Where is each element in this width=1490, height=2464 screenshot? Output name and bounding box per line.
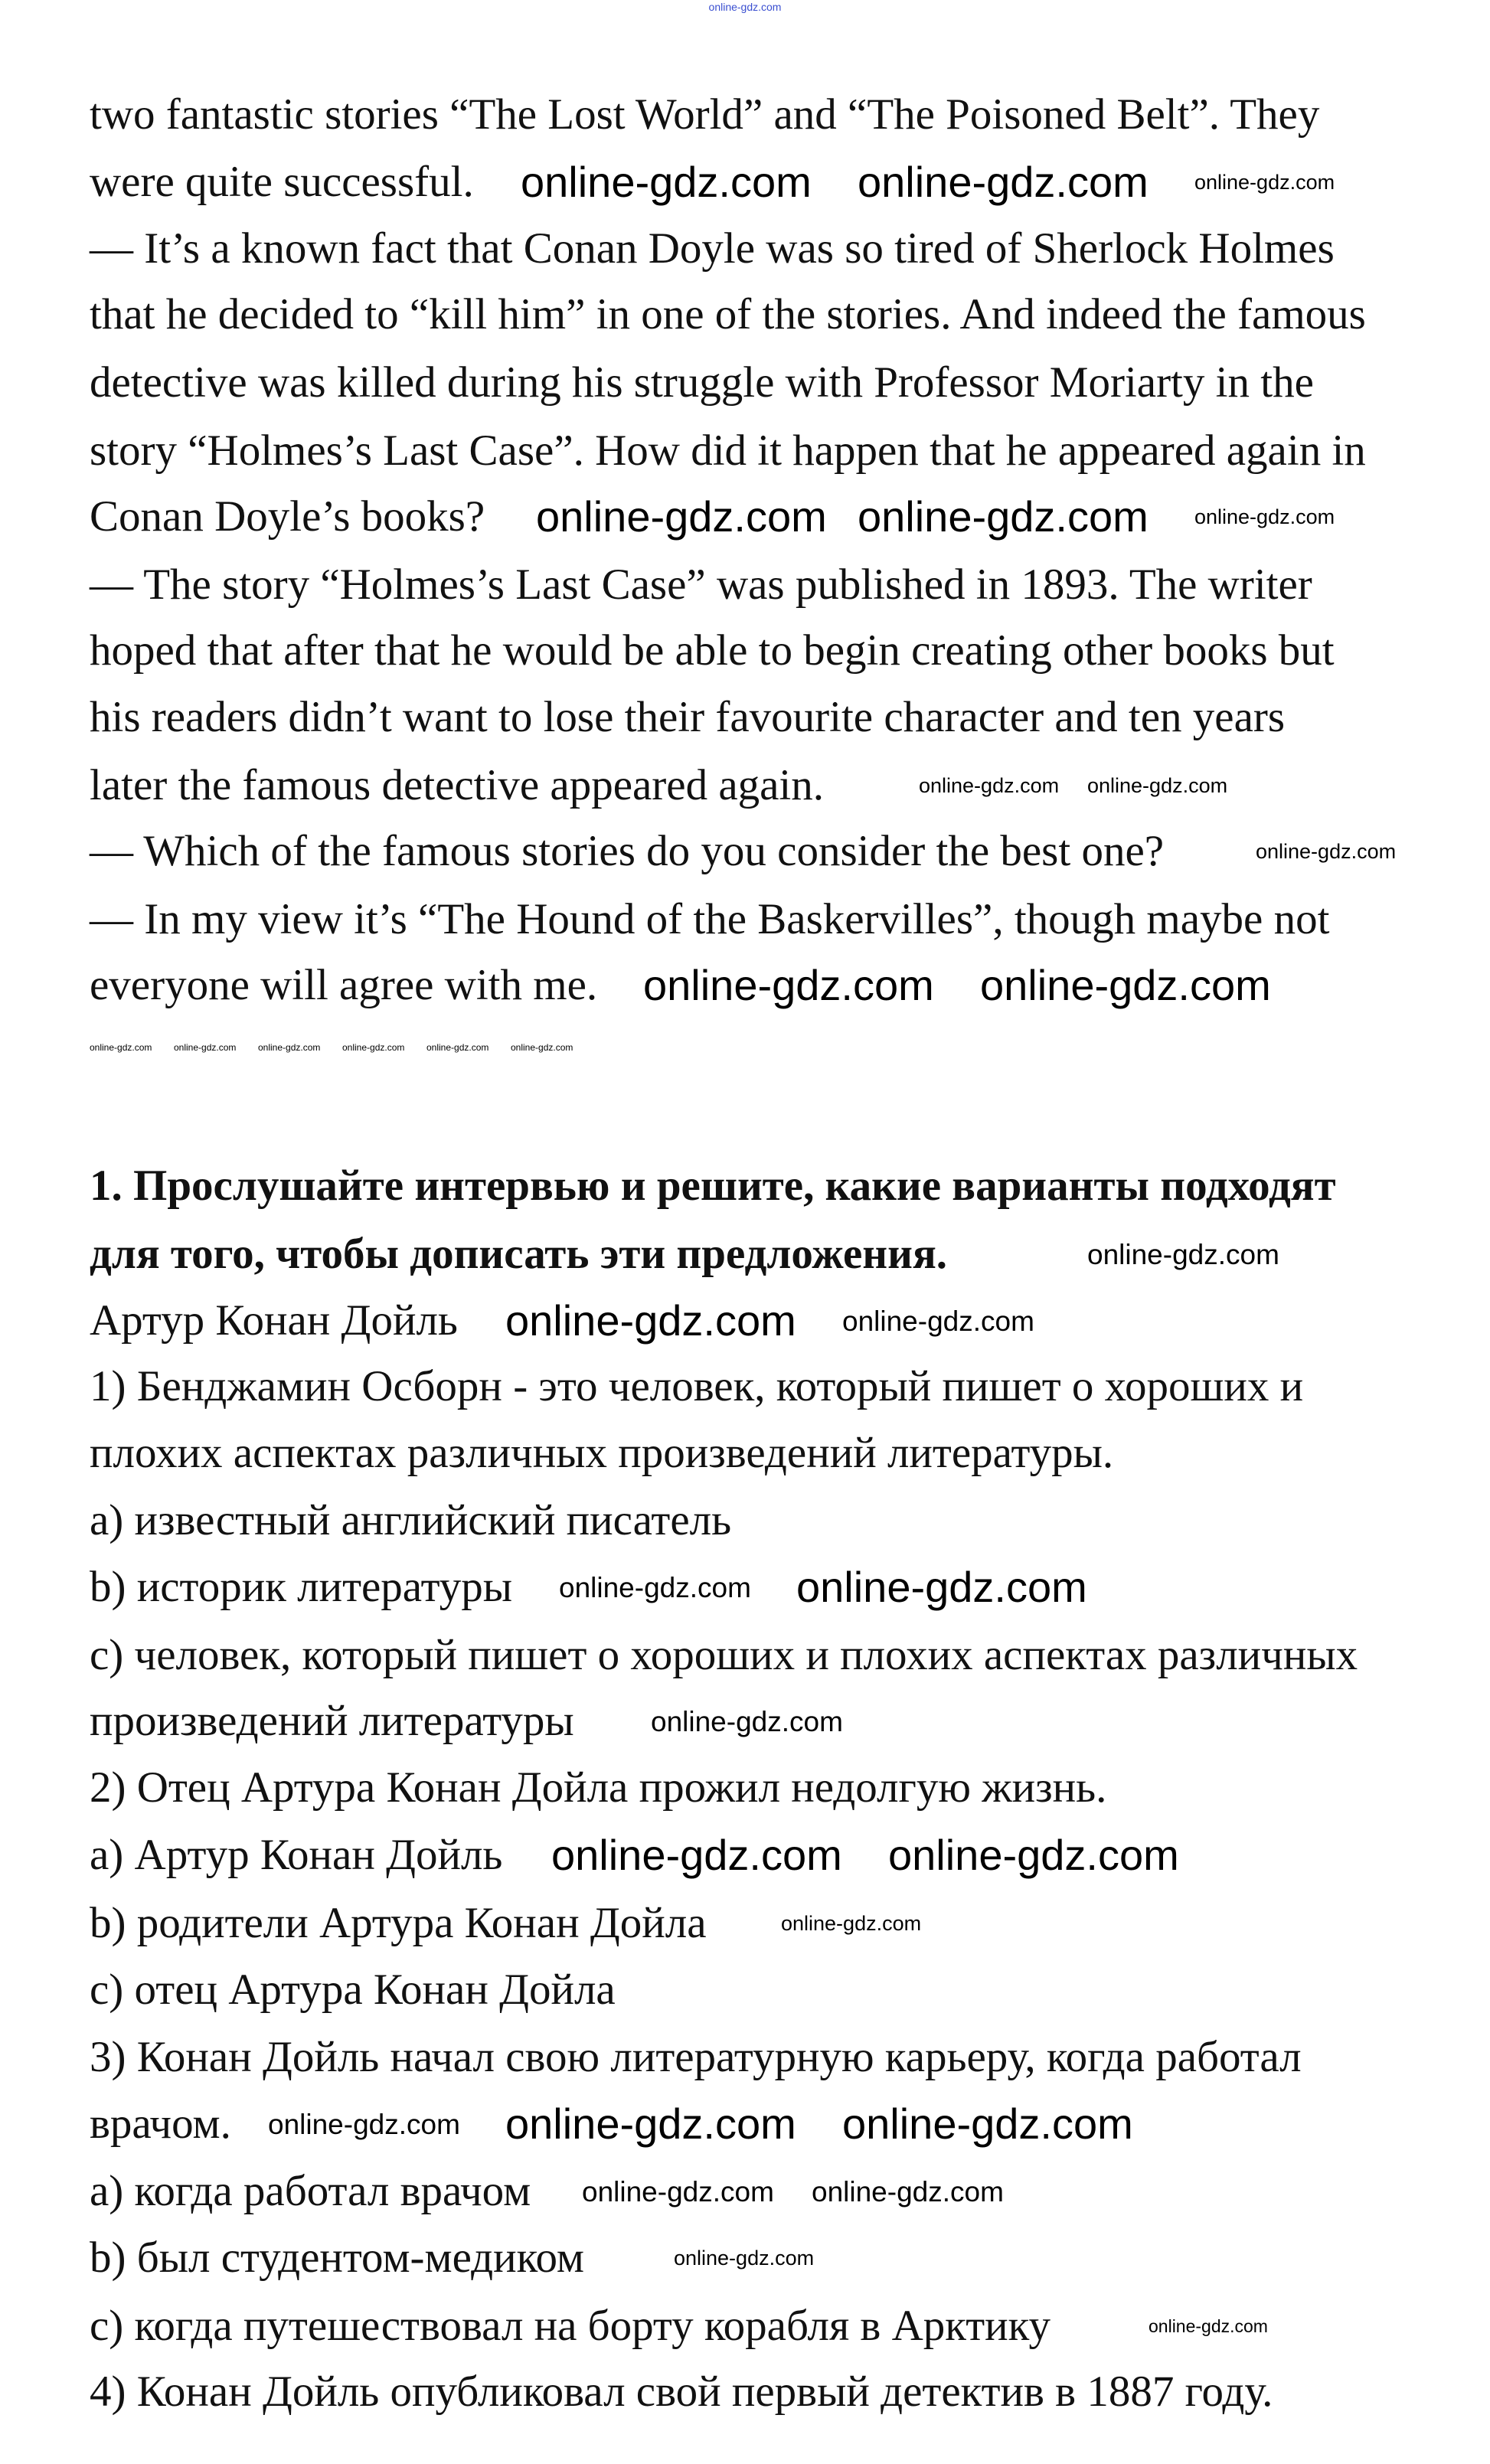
watermark: online-gdz.com bbox=[582, 2176, 774, 2207]
text-line: that he decided to “kill him” in one of the stories. And indeed the famous bbox=[90, 290, 1366, 338]
text-line: 1) Бенджамин Осборн - это человек, который пишет о хороших и bbox=[90, 1362, 1304, 1410]
text-line: b) родители Артура Конан Дойла bbox=[90, 1899, 707, 1947]
text-line: b) был студентом-медиком bbox=[90, 2234, 584, 2282]
text-line: detective was killed during his struggle with Professor Moriarty in the bbox=[90, 358, 1314, 407]
watermark: online-gdz.com bbox=[1087, 1239, 1279, 1270]
text-line: two fantastic stories “The Lost World” and “The Poisoned Belt”. They bbox=[90, 90, 1320, 139]
watermark: online-gdz.com bbox=[551, 1831, 842, 1879]
watermark: online-gdz.com bbox=[643, 961, 934, 1009]
text-line: Артур Конан Дойль bbox=[90, 1296, 458, 1345]
text-line: were quite successful. bbox=[90, 158, 474, 206]
text-line: — It’s a known fact that Conan Doyle was so tired of Sherlock Holmes bbox=[90, 224, 1335, 273]
text-line: — In my view it’s “The Hound of the Baskervilles”, though maybe not bbox=[90, 895, 1330, 943]
text-line: Conan Doyle’s books? bbox=[90, 492, 485, 541]
watermark: online-gdz.com bbox=[521, 158, 812, 206]
text-line: his readers didn’t want to lose their favourite character and ten years bbox=[90, 693, 1286, 741]
text-line: later the famous detective appeared again. bbox=[90, 761, 825, 809]
task-heading-line: 1. Прослушайте интервью и решите, какие варианты подходят bbox=[90, 1162, 1336, 1210]
watermark: online-gdz.com bbox=[842, 2100, 1133, 2148]
task-heading-line: для того, чтобы дописать эти предложения. bbox=[90, 1230, 948, 1278]
watermark: online-gdz.com bbox=[559, 1572, 751, 1603]
watermark: online-gdz.com bbox=[888, 1831, 1179, 1879]
text-line: hoped that after that he would be able to begin creating other books but bbox=[90, 626, 1335, 675]
text-line: c) отец Артура Конан Дойла bbox=[90, 1966, 616, 2014]
watermark: online-gdz.com bbox=[812, 2176, 1004, 2207]
watermark: online-gdz.com bbox=[919, 774, 1060, 797]
watermark: online-gdz.com bbox=[674, 2247, 815, 2270]
text-line: everyone will agree with me. bbox=[90, 961, 598, 1009]
watermark: online-gdz.com bbox=[174, 1042, 237, 1053]
watermark: online-gdz.com bbox=[342, 1042, 405, 1053]
text-line: a) когда работал врачом bbox=[90, 2167, 531, 2215]
text-line: 2) Отец Артура Конан Дойла прожил недолгую жизнь. bbox=[90, 1763, 1107, 1812]
watermark: online-gdz.com bbox=[1194, 171, 1335, 194]
watermark: online-gdz.com bbox=[858, 492, 1149, 541]
text-line: — The story “Holmes’s Last Case” was published in 1893. The writer bbox=[90, 560, 1312, 609]
text-line: 3) Конан Дойль начал свою литературную карьеру, когда работал bbox=[90, 2033, 1302, 2081]
watermark: online-gdz.com bbox=[511, 1042, 573, 1053]
text-line: b) историк литературы bbox=[90, 1563, 513, 1611]
watermark: online-gdz.com bbox=[536, 492, 827, 541]
watermark: online-gdz.com bbox=[1149, 2316, 1268, 2336]
text-line: a) Артур Конан Дойль bbox=[90, 1831, 503, 1879]
text-line: врачом. bbox=[90, 2100, 231, 2148]
watermark: online-gdz.com bbox=[258, 1042, 321, 1053]
text-line: 4) Конан Дойль опубликовал свой первый детектив в 1887 году. bbox=[90, 2368, 1273, 2416]
watermark: online-gdz.com bbox=[980, 961, 1271, 1009]
watermark: online-gdz.com bbox=[1087, 774, 1228, 797]
text-line: story “Holmes’s Last Case”. How did it happen that he appeared again in bbox=[90, 426, 1366, 475]
text-line: c) человек, который пишет о хороших и плохих аспектах различных bbox=[90, 1631, 1358, 1679]
watermark: online-gdz.com bbox=[651, 1706, 843, 1737]
text-line: произведений литературы bbox=[90, 1697, 574, 1745]
watermark: online-gdz.com bbox=[1194, 505, 1335, 528]
watermark: online-gdz.com bbox=[842, 1306, 1034, 1337]
watermark: online-gdz.com bbox=[90, 1042, 152, 1053]
text-line: — Which of the famous stories do you consider the best one? bbox=[90, 827, 1165, 875]
text-line: a) известный английский писатель bbox=[90, 1496, 732, 1544]
watermark: online-gdz.com bbox=[796, 1563, 1087, 1611]
watermark: online-gdz.com bbox=[505, 2100, 796, 2148]
watermark: online-gdz.com bbox=[505, 1296, 796, 1345]
text-line: c) когда путешествовал на борту корабля в Арктику bbox=[90, 2302, 1051, 2350]
text-line: плохих аспектах различных произведений литературы. bbox=[90, 1429, 1114, 1477]
watermark: online-gdz.com bbox=[426, 1042, 489, 1053]
watermark: online-gdz.com bbox=[268, 2109, 460, 2140]
watermark: online-gdz.com bbox=[1256, 840, 1397, 863]
watermark: online-gdz.com bbox=[858, 158, 1149, 206]
watermark: online-gdz.com bbox=[781, 1912, 922, 1935]
top-watermark: online-gdz.com bbox=[708, 1, 782, 13]
